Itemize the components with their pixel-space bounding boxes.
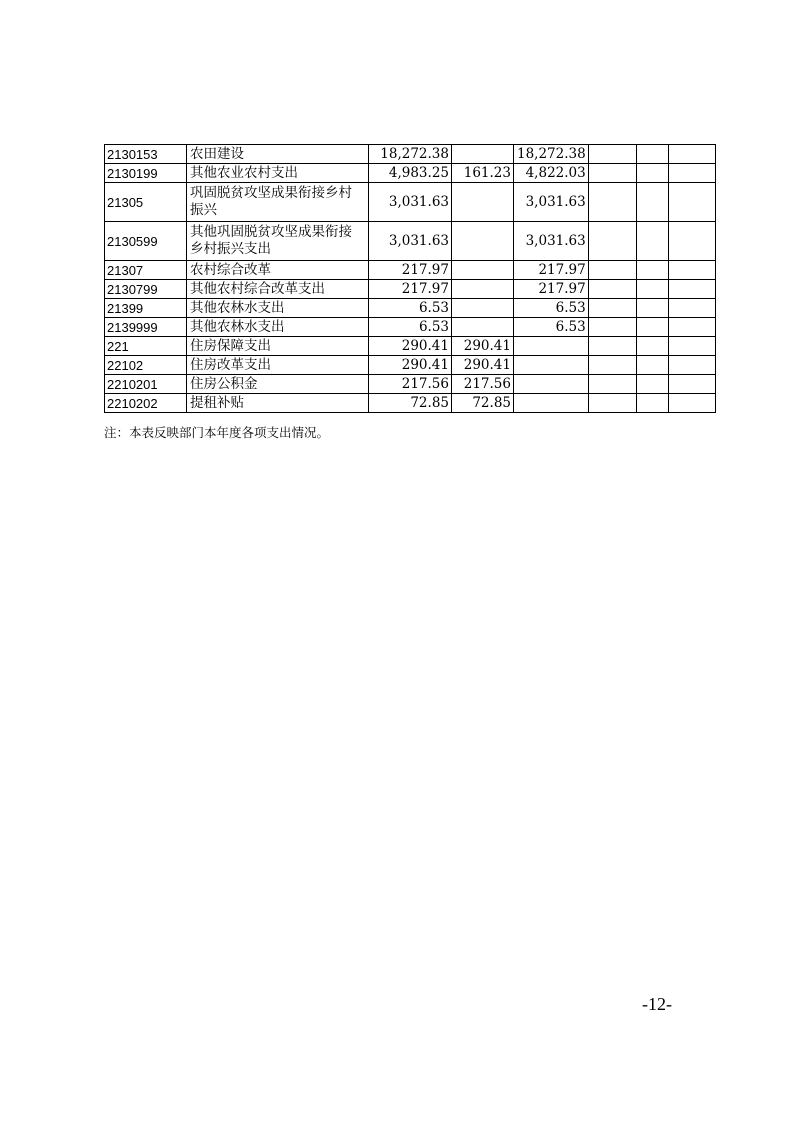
row-total: 72.85 <box>369 394 452 413</box>
row-col-6 <box>588 337 636 356</box>
row-basic <box>452 261 514 280</box>
row-col-8 <box>668 299 715 318</box>
row-code: 2130599 <box>105 222 187 261</box>
table-row <box>105 318 716 337</box>
row-code: 2210202 <box>105 394 187 413</box>
row-basic <box>452 280 514 299</box>
table-row <box>105 261 716 280</box>
row-code: 2139999 <box>105 318 187 337</box>
row-col-6 <box>588 356 636 375</box>
row-col-8 <box>668 164 715 183</box>
row-project: 6.53 <box>514 299 589 318</box>
row-project <box>514 356 589 375</box>
row-col-7 <box>636 164 668 183</box>
row-basic: 290.41 <box>452 337 514 356</box>
row-project: 3,031.63 <box>514 183 589 222</box>
row-name: 农村综合改革 <box>187 261 369 280</box>
row-col-7 <box>636 280 668 299</box>
row-basic <box>452 299 514 318</box>
row-col-7 <box>636 375 668 394</box>
table-row <box>105 375 716 394</box>
row-name: 巩固脱贫攻坚成果衔接乡村振兴 <box>187 183 369 222</box>
row-col-6 <box>588 145 636 164</box>
table-row <box>105 337 716 356</box>
row-col-7 <box>636 222 668 261</box>
row-total: 217.97 <box>369 261 452 280</box>
row-col-7 <box>636 145 668 164</box>
row-project: 4,822.03 <box>514 164 589 183</box>
row-name: 其他农村综合改革支出 <box>187 280 369 299</box>
row-code: 221 <box>105 337 187 356</box>
row-name: 住房改革支出 <box>187 356 369 375</box>
row-basic: 161.23 <box>452 164 514 183</box>
row-code: 21399 <box>105 299 187 318</box>
row-basic <box>452 318 514 337</box>
row-basic: 217.56 <box>452 375 514 394</box>
row-total: 290.41 <box>369 356 452 375</box>
row-project: 217.97 <box>514 261 589 280</box>
row-total: 3,031.63 <box>369 183 452 222</box>
table-row <box>105 164 716 183</box>
row-code: 2130199 <box>105 164 187 183</box>
row-col-8 <box>668 337 715 356</box>
row-project: 18,272.38 <box>514 145 589 164</box>
row-code: 21307 <box>105 261 187 280</box>
row-col-8 <box>668 356 715 375</box>
row-col-8 <box>668 280 715 299</box>
row-col-6 <box>588 164 636 183</box>
row-project <box>514 337 589 356</box>
row-col-6 <box>588 375 636 394</box>
row-col-6 <box>588 222 636 261</box>
table-row <box>105 145 716 164</box>
row-total: 217.56 <box>369 375 452 394</box>
row-name: 住房保障支出 <box>187 337 369 356</box>
row-total: 290.41 <box>369 337 452 356</box>
row-col-7 <box>636 299 668 318</box>
row-col-8 <box>668 318 715 337</box>
row-basic <box>452 222 514 261</box>
row-project: 217.97 <box>514 280 589 299</box>
row-code: 2210201 <box>105 375 187 394</box>
row-basic <box>452 145 514 164</box>
row-code: 22102 <box>105 356 187 375</box>
row-total: 6.53 <box>369 318 452 337</box>
row-project: 6.53 <box>514 318 589 337</box>
row-name: 其他巩固脱贫攻坚成果衔接乡村振兴支出 <box>187 222 369 261</box>
row-code: 21305 <box>105 183 187 222</box>
row-col-6 <box>588 183 636 222</box>
expenditure-table <box>104 144 716 413</box>
row-col-6 <box>588 280 636 299</box>
row-col-8 <box>668 394 715 413</box>
row-col-8 <box>668 375 715 394</box>
row-total: 6.53 <box>369 299 452 318</box>
row-col-8 <box>668 261 715 280</box>
row-col-7 <box>636 318 668 337</box>
table-row <box>105 356 716 375</box>
row-name: 农田建设 <box>187 145 369 164</box>
table-row <box>105 280 716 299</box>
row-basic: 72.85 <box>452 394 514 413</box>
row-col-6 <box>588 299 636 318</box>
table-row <box>105 222 716 261</box>
row-total: 217.97 <box>369 280 452 299</box>
row-basic: 290.41 <box>452 356 514 375</box>
row-name: 住房公积金 <box>187 375 369 394</box>
row-col-7 <box>636 261 668 280</box>
row-code: 2130799 <box>105 280 187 299</box>
row-col-7 <box>636 183 668 222</box>
row-project <box>514 375 589 394</box>
table-footnote: 注：本表反映部门本年度各项支出情况。 <box>104 425 330 440</box>
table-row <box>105 394 716 413</box>
row-name: 提租补贴 <box>187 394 369 413</box>
row-name: 其他农业农村支出 <box>187 164 369 183</box>
table-body <box>105 145 716 413</box>
row-project: 3,031.63 <box>514 222 589 261</box>
table-row <box>105 183 716 222</box>
row-project <box>514 394 589 413</box>
row-code: 2130153 <box>105 145 187 164</box>
row-total: 3,031.63 <box>369 222 452 261</box>
row-name: 其他农林水支出 <box>187 318 369 337</box>
page-number: -12- <box>642 994 672 1014</box>
row-col-7 <box>636 356 668 375</box>
table-row <box>105 299 716 318</box>
row-col-6 <box>588 394 636 413</box>
row-col-8 <box>668 222 715 261</box>
row-total: 4,983.25 <box>369 164 452 183</box>
row-col-6 <box>588 261 636 280</box>
row-col-6 <box>588 318 636 337</box>
row-col-7 <box>636 337 668 356</box>
row-col-7 <box>636 394 668 413</box>
row-total: 18,272.38 <box>369 145 452 164</box>
row-col-8 <box>668 145 715 164</box>
row-name: 其他农林水支出 <box>187 299 369 318</box>
row-col-8 <box>668 183 715 222</box>
row-basic <box>452 183 514 222</box>
